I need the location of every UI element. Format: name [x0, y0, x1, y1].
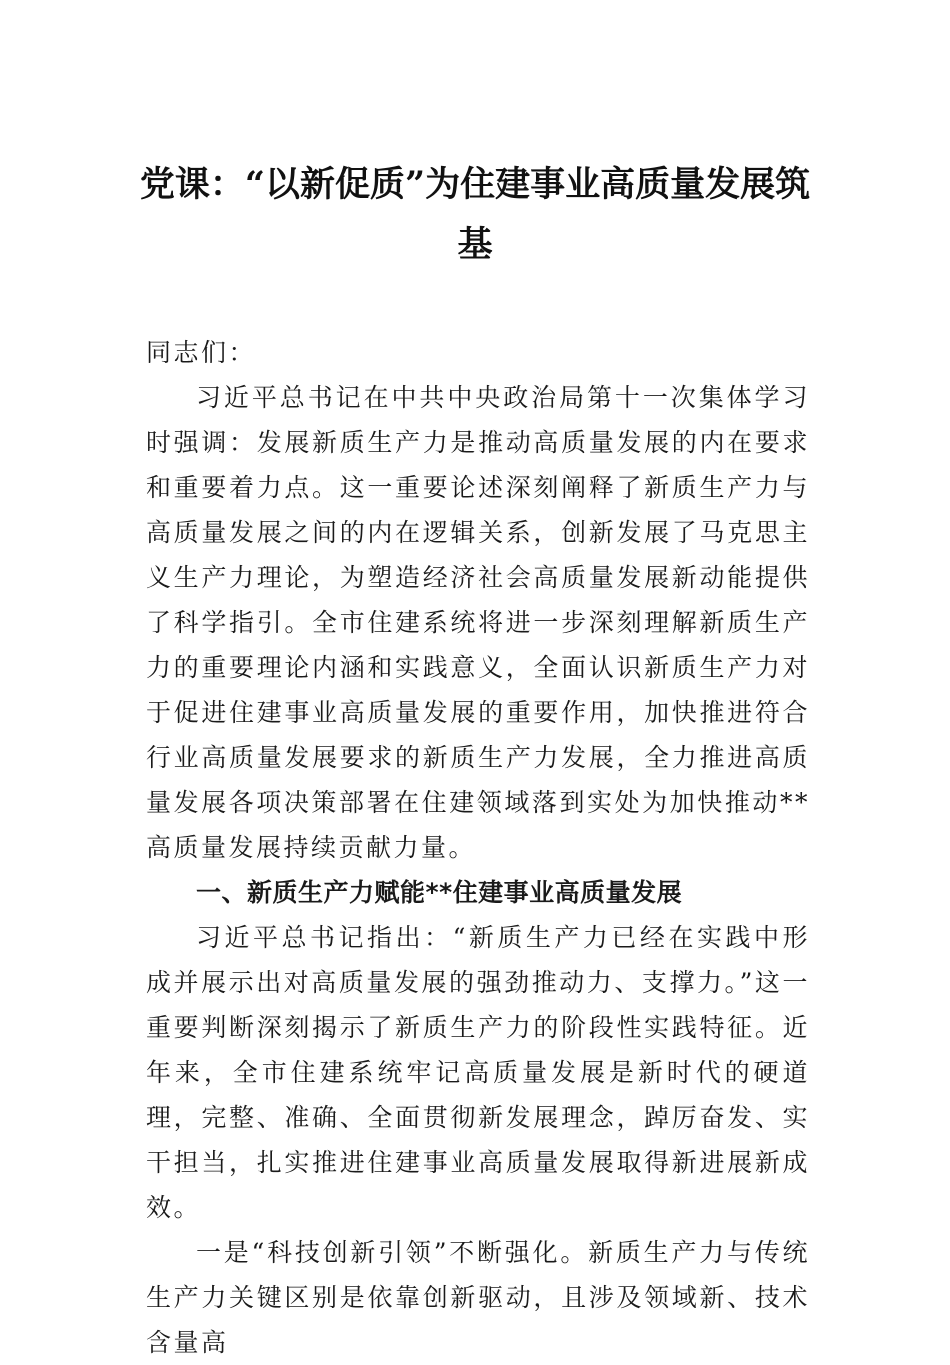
paragraph-intro: 习近平总书记在中共中央政治局第十一次集体学习时强调：发展新质生产力是推动高质量发展的内在要求和重要着力点。这一重要论述深刻阐释了新质生产力与高质量发展之间的内在逻辑关系，创新发展了马克思主义生产力理论，为塑造经济社会高质量发展新动能提供了科学指引。全市住建系统将进一步深刻理解新质生产力的重要理论内涵和实践意义，全面认识新质生产力对于促进住建事业高质量发展的重要作用，加快推进符合行业高质量发展要求的新质生产力发展，全力推进高质量发展各项决策部署在住建领域落到实处为加快推动**高质量发展持续贡献力量。: [146, 383, 810, 862]
document-title: 党课：“以新促质”为住建事业高质量发展筑基: [139, 164, 811, 265]
paragraph-point-1: 一是“科技创新引领”不断强化。新质生产力与传统生产力关键区别是依靠创新驱动，且涉及领域新、技术含量高: [146, 1238, 810, 1357]
document-body: [146, 330, 810, 1365]
paragraph-section-1: 习近平总书记指出：“新质生产力已经在实践中形成并展示出对高质量发展的强劲推动力、支撑力。”这一重要判断深刻揭示了新质生产力的阶段性实践特征。近年来，全市住建系统牢记高质量发展是新时代的硬道理，完整、准确、全面贯彻新发展理念，踔厉奋发、实干担当，扎实推进住建事业高质量发展取得新进展新成效。: [146, 923, 810, 1222]
section-heading-1: 一、新质生产力赋能**住建事业高质量发展: [196, 878, 683, 907]
salutation: 同志们：: [146, 338, 257, 367]
